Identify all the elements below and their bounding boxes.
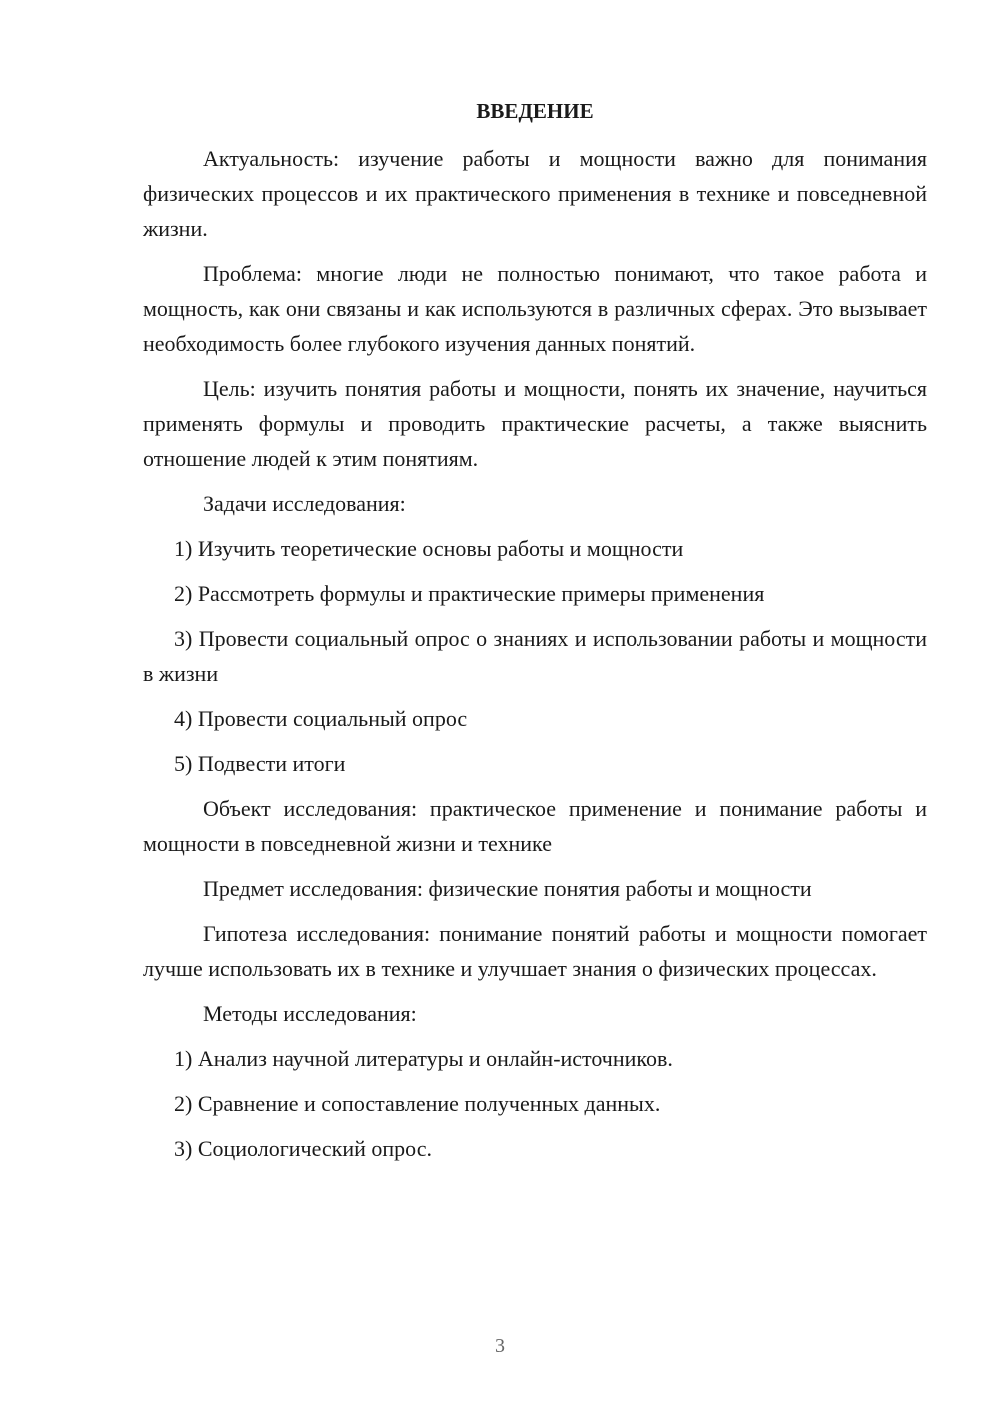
method-item: 1) Анализ научной литературы и онлайн-источников.	[174, 1046, 673, 1071]
section-title: ВВЕДЕНИЕ	[476, 99, 594, 123]
task-item: 1) Изучить теоретические основы работы и мощности	[174, 536, 684, 561]
tasks-heading: Задачи исследования:	[203, 491, 406, 516]
object-paragraph: Объект исследования: практическое применение и понимание работы и мощности в повседневной жизни и технике	[143, 796, 927, 856]
goal-paragraph: Цель: изучить понятия работы и мощности, понять их значение, научиться применять формулы и проводить практические расчеты, а также выяснить отношение людей к этим понятиям.	[143, 376, 927, 471]
task-item: 5) Подвести итоги	[174, 751, 346, 776]
document-content	[143, 94, 927, 1176]
method-item: 2) Сравнение и сопоставление полученных данных.	[174, 1091, 661, 1116]
problem-paragraph: Проблема: многие люди не полностью понимают, что такое работа и мощность, как они связаны и как используются в различных сферах. Это вызывает необходимость более глубокого изучения данных понятий.	[143, 261, 927, 356]
hypothesis-paragraph: Гипотеза исследования: понимание понятий работы и мощности помогает лучше использовать их в технике и улучшает знания о физических процессах.	[143, 921, 927, 981]
methods-heading: Методы исследования:	[203, 1001, 417, 1026]
subject-paragraph: Предмет исследования: физические понятия работы и мощности	[203, 876, 812, 901]
task-item: 4) Провести социальный опрос	[174, 706, 468, 731]
task-item: 2) Рассмотреть формулы и практические примеры применения	[174, 581, 765, 606]
relevance-paragraph: Актуальность: изучение работы и мощности важно для понимания физических процессов и их практического применения в технике и повседневной жизни.	[143, 146, 927, 241]
task-item: 3) Провести социальный опрос о знаниях и использовании работы и мощности в жизни	[143, 626, 927, 686]
page-number: 3	[495, 1335, 505, 1357]
method-item: 3) Социологический опрос.	[174, 1136, 432, 1161]
